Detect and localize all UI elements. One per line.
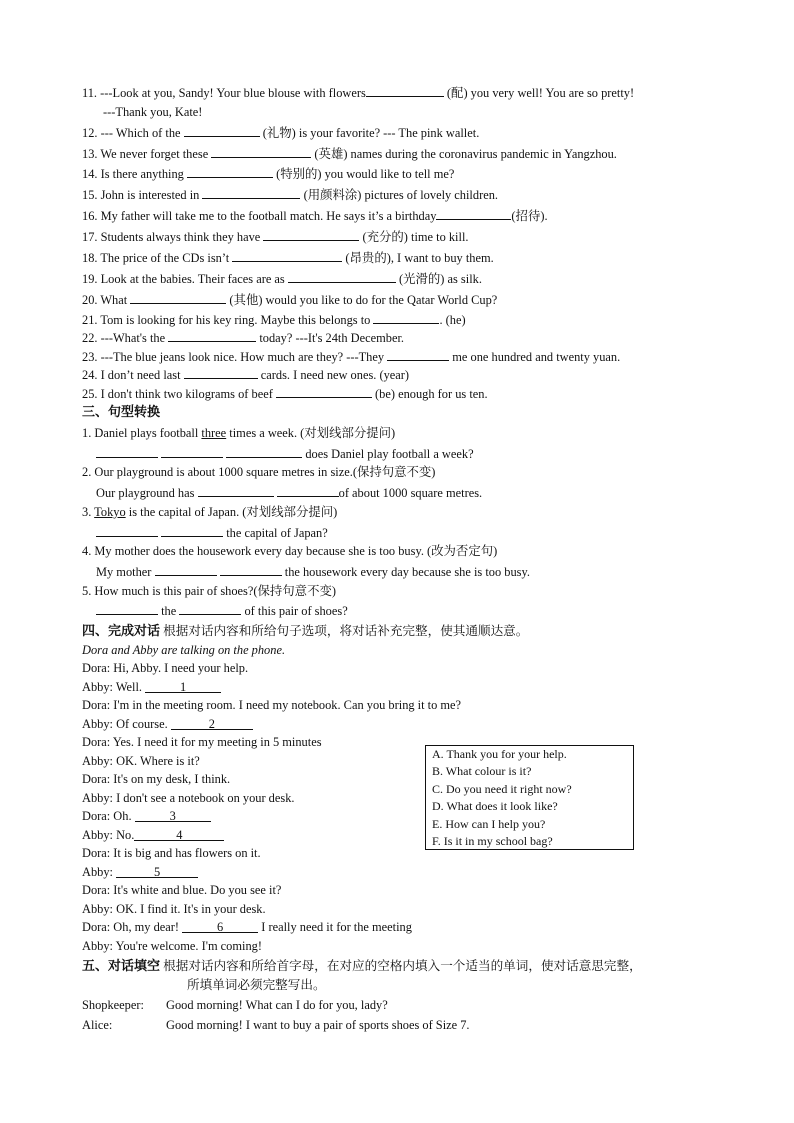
answer-blank[interactable] <box>387 349 449 361</box>
question-17: 17. Students always think they have (充分的) time to kill. <box>82 230 469 244</box>
question-25: 25. I don't think two kilograms of beef (be) enough for us ten. <box>82 387 488 401</box>
answer-blank[interactable] <box>161 525 223 537</box>
option-a: A. Thank you for your help. <box>432 747 567 761</box>
answer-blank-4[interactable]: 4 <box>134 829 224 841</box>
question-15: 15. John is interested in (用颜料涂) pictures of lovely children. <box>82 188 498 202</box>
transform-1-answer: does Daniel play football a week? <box>96 446 474 462</box>
question-20: 20. What (其他) would you like to do for the Qatar World Cup? <box>82 293 498 307</box>
answer-blank[interactable] <box>288 271 396 283</box>
transform-3: 3. Tokyo is the capital of Japan. (对划线部分提问) <box>82 505 338 519</box>
transform-1: 1. Daniel plays football three times a week. (对划线部分提问) <box>82 426 396 440</box>
dialogue-line: Abby: OK. I find it. It's in your desk. <box>82 902 266 916</box>
dialogue-line: Alice: Good morning! I want to buy a pair of sports shoes of Size 7. <box>82 1018 470 1032</box>
question-11-reply: ---Thank you, Kate! <box>103 105 203 119</box>
dialogue-line: Abby: Well. 1 <box>82 680 221 695</box>
section-5-header <box>82 958 642 974</box>
dialogue-intro: Dora and Abby are talking on the phone. <box>82 643 286 657</box>
section-4-instruction: 根据对话内容和所给句子选项，将对话补充完整，使其通顺达意。 <box>163 623 529 638</box>
speaker-label: Shopkeeper: <box>82 998 144 1012</box>
dialogue-line: Dora: Yes. I need it for my meeting in 5 minutes <box>82 735 322 749</box>
answer-blank[interactable] <box>263 229 359 241</box>
question-13: 13. We never forget these (英雄) names during the coronavirus pandemic in Yangzhou. <box>82 147 617 161</box>
transform-2-answer: Our playground has of about 1000 square metres. <box>96 486 483 500</box>
dialogue-line: Abby: I don't see a notebook on your desk. <box>82 791 295 805</box>
dialogue-line: Abby: No. 4 <box>82 828 224 843</box>
dialogue-line: Abby: Of course. 2 <box>82 717 253 732</box>
answer-blank[interactable] <box>373 312 439 324</box>
option-e: E. How can I help you? <box>432 816 546 831</box>
transform-4-answer: My mother the housework every day because she is too busy. <box>96 565 530 579</box>
option-f: F. Is it in my school bag? <box>432 834 553 849</box>
answer-blank[interactable] <box>96 525 158 537</box>
dialogue-line: Dora: Oh. 3 <box>82 809 211 824</box>
answer-blank[interactable] <box>161 446 223 458</box>
dialogue-line: Dora: Oh, my dear! 6 I really need it for the meeting <box>82 920 412 934</box>
section-5-title: 五、对话填空 <box>82 959 161 974</box>
underlined-word: Tokyo <box>94 505 126 519</box>
option-c: C. Do you need it right now? <box>432 781 572 796</box>
dialogue-line: Dora: I'm in the meeting room. I need my notebook. Can you bring it to me? <box>82 698 462 712</box>
answer-blank-6[interactable]: 6 <box>182 921 258 933</box>
transform-2: 2. Our playground is about 1000 square metres in size.(保持句意不变) <box>82 465 436 479</box>
options-box <box>425 745 634 850</box>
question-16: 16. My father will take me to the football match. He says it’s a birthday (招待). <box>82 209 548 223</box>
question-18: 18. The price of the CDs isn’t (昂贵的), I want to buy them. <box>82 251 494 265</box>
transform-4: 4. My mother does the housework every day because she is too busy. (改为否定句) <box>82 544 498 558</box>
answer-blank[interactable] <box>130 292 226 304</box>
transform-5-answer: the of this pair of shoes? <box>96 603 348 619</box>
section-5-instruction-cont: 所填单词必须完整写出。 <box>187 977 326 992</box>
answer-blank-1[interactable]: 1 <box>145 681 221 693</box>
transform-3-answer: the capital of Japan? <box>96 525 328 541</box>
dialogue-line: Shopkeeper: Good morning! What can I do for you, lady? <box>82 998 388 1012</box>
section-4-header <box>82 623 528 639</box>
dialogue-line: Abby: 5 <box>82 865 198 880</box>
answer-blank[interactable] <box>436 208 511 220</box>
section-4-title: 四、完成对话 <box>82 624 161 639</box>
section-5-instruction: 根据对话内容和所给首字母，在对应的空格内填入一个适当的单词，使对话意思完整， <box>163 958 642 973</box>
answer-blank[interactable] <box>211 146 311 158</box>
answer-blank[interactable] <box>202 187 300 199</box>
dialogue-line: Dora: It is big and has flowers on it. <box>82 846 261 860</box>
speaker-label: Alice: <box>82 1018 113 1032</box>
dialogue-line: Abby: You're welcome. I'm coming! <box>82 939 262 953</box>
dialogue-line: Abby: OK. Where is it? <box>82 754 200 768</box>
answer-blank[interactable] <box>366 85 444 97</box>
answer-blank[interactable] <box>226 446 302 458</box>
question-11: 11. ---Look at you, Sandy! Your blue blouse with flowers (配) you very well! You are so pretty! <box>82 86 635 100</box>
answer-blank[interactable] <box>184 367 258 379</box>
dialogue-line: Dora: It's white and blue. Do you see it? <box>82 883 282 897</box>
option-d: D. What does it look like? <box>432 799 558 814</box>
answer-blank-3[interactable]: 3 <box>135 810 211 822</box>
answer-blank[interactable] <box>187 166 273 178</box>
answer-blank[interactable] <box>276 386 372 398</box>
dialogue-line: Dora: It's on my desk, I think. <box>82 772 231 786</box>
question-19: 19. Look at the babies. Their faces are as (光滑的) as silk. <box>82 272 482 286</box>
answer-blank[interactable] <box>220 564 282 576</box>
question-21: 21. Tom is looking for his key ring. Maybe this belongs to . (he) <box>82 313 466 327</box>
question-23: 23. ---The blue jeans look nice. How much are they? ---They me one hundred and twenty yuan. <box>82 350 621 364</box>
answer-blank[interactable] <box>277 485 339 497</box>
answer-blank[interactable] <box>96 603 158 615</box>
dialogue-line: Dora: Hi, Abby. I need your help. <box>82 661 249 675</box>
question-22: 22. ---What's the today? ---It's 24th December. <box>82 331 404 345</box>
question-24: 24. I don’t need last cards. I need new ones. (year) <box>82 368 410 382</box>
question-14: 14. Is there anything (特别的) you would like to tell me? <box>82 167 455 181</box>
answer-blank[interactable] <box>155 564 217 576</box>
answer-blank[interactable] <box>168 330 256 342</box>
underlined-word: three <box>201 426 227 440</box>
answer-blank[interactable] <box>179 603 241 615</box>
answer-blank[interactable] <box>232 250 342 262</box>
transform-5: 5. How much is this pair of shoes?(保持句意不变) <box>82 584 336 598</box>
answer-blank[interactable] <box>96 446 158 458</box>
question-12: 12. --- Which of the (礼物) is your favorite? --- The pink wallet. <box>82 126 480 140</box>
answer-blank[interactable] <box>198 485 274 497</box>
answer-blank-2[interactable]: 2 <box>171 718 253 730</box>
answer-blank-5[interactable]: 5 <box>116 866 198 878</box>
section-3-title: 三、句型转换 <box>82 405 161 420</box>
option-b: B. What colour is it? <box>432 764 532 779</box>
answer-blank[interactable] <box>184 125 260 137</box>
